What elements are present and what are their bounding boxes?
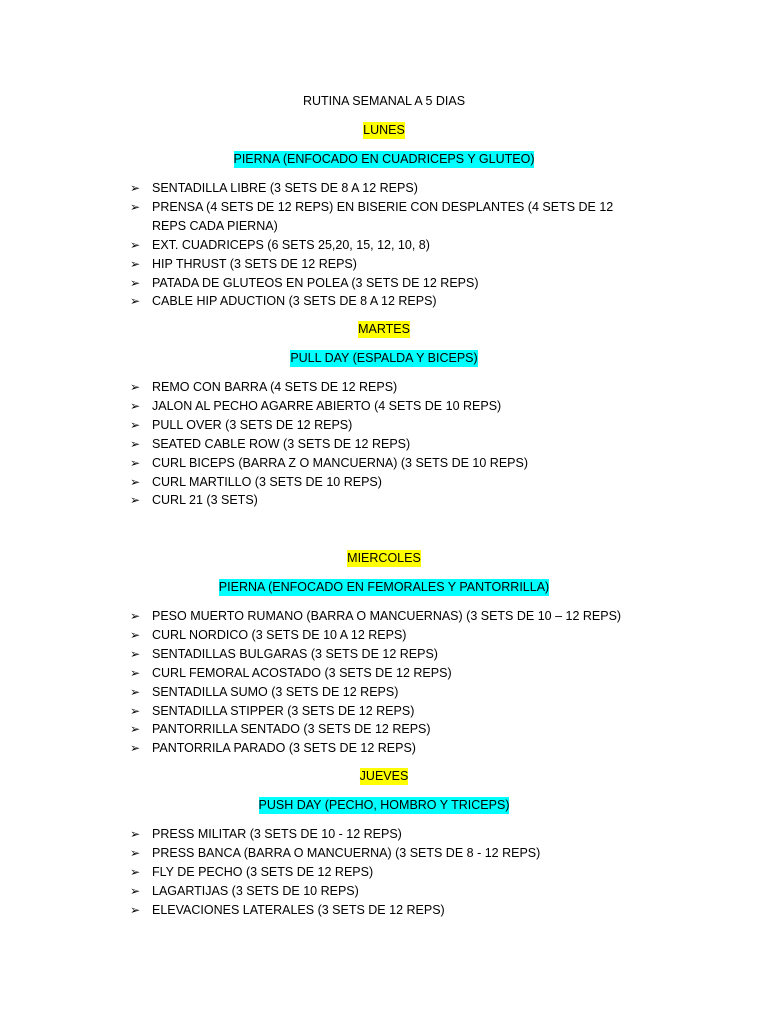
exercise-item — [130, 435, 650, 454]
exercise-item — [130, 454, 650, 473]
arrowhead-bullet-icon: ➢ — [130, 436, 141, 451]
focus-label: PIERNA (ENFOCADO EN CUADRICEPS Y GLUTEO) — [233, 152, 535, 166]
exercise-item — [130, 626, 650, 645]
document-title: RUTINA SEMANAL A 5 DIAS — [302, 94, 466, 108]
exercise-item — [130, 292, 650, 311]
exercise-text: FLY DE PECHO (3 SETS DE 12 REPS) — [152, 864, 374, 879]
exercise-text: SENTADILLA SUMO (3 SETS DE 12 REPS) — [152, 684, 399, 699]
exercise-item — [130, 236, 650, 255]
exercise-text: SENTADILLAS BULGARAS (3 SETS DE 12 REPS) — [152, 646, 438, 661]
arrowhead-bullet-icon: ➢ — [130, 741, 141, 756]
exercise-text: CURL NORDICO (3 SETS DE 10 A 12 REPS) — [152, 627, 407, 642]
exercise-item — [130, 720, 650, 739]
exercise-text: EXT. CUADRICEPS (6 SETS 25,20, 15, 12, 10, 8) — [152, 237, 430, 252]
arrowhead-bullet-icon: ➢ — [130, 417, 141, 432]
arrowhead-bullet-icon: ➢ — [130, 665, 141, 680]
exercise-text: JALON AL PECHO AGARRE ABIERTO (4 SETS DE 10 REPS) — [152, 398, 502, 413]
exercise-item — [130, 179, 650, 198]
arrowhead-bullet-icon: ➢ — [130, 275, 141, 290]
arrowhead-bullet-icon: ➢ — [130, 455, 141, 470]
exercise-item — [130, 844, 650, 863]
exercise-item — [130, 901, 650, 920]
arrowhead-bullet-icon: ➢ — [130, 646, 141, 661]
exercise-text: SENTADILLA STIPPER (3 SETS DE 12 REPS) — [152, 703, 415, 718]
arrowhead-bullet-icon: ➢ — [130, 199, 141, 214]
arrowhead-bullet-icon: ➢ — [130, 181, 141, 195]
exercise-text: CURL 21 (3 SETS) — [152, 493, 258, 508]
day-label: LUNES — [363, 123, 405, 137]
focus-label: PUSH DAY (PECHO, HOMBRO Y TRICEPS) — [258, 798, 510, 812]
exercise-text: HIP THRUST (3 SETS DE 12 REPS) — [152, 256, 357, 271]
arrowhead-bullet-icon: ➢ — [130, 627, 141, 642]
day-label: MIERCOLES — [347, 551, 421, 565]
arrowhead-bullet-icon: ➢ — [130, 380, 141, 394]
exercise-text: PANTORRILLA SENTADO (3 SETS DE 12 REPS) — [152, 722, 431, 737]
exercise-list-miercoles — [130, 607, 650, 758]
arrowhead-bullet-icon: ➢ — [130, 256, 141, 271]
exercise-text: CURL FEMORAL ACOSTADO (3 SETS DE 12 REPS) — [152, 665, 452, 680]
arrowhead-bullet-icon: ➢ — [130, 609, 141, 623]
focus-heading-jueves — [0, 797, 768, 813]
arrowhead-bullet-icon: ➢ — [130, 864, 141, 879]
day-heading-martes — [0, 321, 768, 337]
arrowhead-bullet-icon: ➢ — [130, 294, 141, 309]
day-heading-lunes — [0, 122, 768, 138]
exercise-item — [130, 863, 650, 882]
exercise-text: CURL BICEPS (BARRA Z O MANCUERNA) (3 SETS DE 10 REPS) — [152, 455, 529, 470]
focus-heading-martes — [0, 350, 768, 366]
arrowhead-bullet-icon: ➢ — [130, 474, 141, 489]
exercise-item — [130, 416, 650, 435]
exercise-text: PRESS BANCA (BARRA O MANCUERNA) (3 SETS DE 8 - 12 REPS) — [152, 845, 541, 860]
exercise-item — [130, 274, 650, 293]
exercise-item — [130, 683, 650, 702]
day-label: MARTES — [358, 322, 410, 336]
exercise-text: PRESS MILITAR (3 SETS DE 10 - 12 REPS) — [152, 827, 402, 841]
exercise-text: SEATED CABLE ROW (3 SETS DE 12 REPS) — [152, 436, 411, 451]
exercise-item — [130, 645, 650, 664]
exercise-text: REMO CON BARRA (4 SETS DE 12 REPS) — [152, 380, 398, 394]
exercise-list-jueves — [130, 825, 650, 920]
arrowhead-bullet-icon: ➢ — [130, 827, 141, 841]
exercise-list-martes — [130, 378, 650, 510]
exercise-item — [130, 378, 650, 397]
day-heading-jueves — [0, 768, 768, 784]
exercise-item — [130, 255, 650, 274]
arrowhead-bullet-icon: ➢ — [130, 684, 141, 699]
focus-label: PIERNA (ENFOCADO EN FEMORALES Y PANTORRILLA) — [218, 580, 550, 594]
focus-label: PULL DAY (ESPALDA Y BICEPS) — [290, 351, 478, 365]
focus-heading-miercoles — [0, 579, 768, 595]
exercise-text: LAGARTIJAS (3 SETS DE 10 REPS) — [152, 883, 359, 898]
arrowhead-bullet-icon: ➢ — [130, 883, 141, 898]
focus-heading-lunes — [0, 151, 768, 167]
exercise-list-lunes — [130, 179, 650, 311]
exercise-item — [130, 491, 650, 510]
exercise-text: PANTORRILA PARADO (3 SETS DE 12 REPS) — [152, 741, 416, 756]
exercise-item — [130, 198, 650, 236]
arrowhead-bullet-icon: ➢ — [130, 493, 141, 508]
exercise-text: CURL MARTILLO (3 SETS DE 10 REPS) — [152, 474, 382, 489]
exercise-text: PESO MUERTO RUMANO (BARRA O MANCUERNAS) (3 SETS DE 10 – 12 REPS) — [152, 609, 622, 623]
exercise-text: CABLE HIP ADUCTION (3 SETS DE 8 A 12 REPS) — [152, 294, 437, 309]
exercise-item — [130, 607, 650, 626]
exercise-item — [130, 739, 650, 758]
exercise-item — [130, 664, 650, 683]
exercise-item — [130, 702, 650, 721]
exercise-item — [130, 825, 650, 844]
arrowhead-bullet-icon: ➢ — [130, 398, 141, 413]
arrowhead-bullet-icon: ➢ — [130, 237, 141, 252]
exercise-item — [130, 397, 650, 416]
day-heading-miercoles — [0, 550, 768, 566]
exercise-text: PULL OVER (3 SETS DE 12 REPS) — [152, 417, 353, 432]
arrowhead-bullet-icon: ➢ — [130, 703, 141, 718]
exercise-text: SENTADILLA LIBRE (3 SETS DE 8 A 12 REPS) — [152, 181, 418, 195]
exercise-item — [130, 882, 650, 901]
exercise-text: PATADA DE GLUTEOS EN POLEA (3 SETS DE 12 REPS) — [152, 275, 479, 290]
exercise-text: ELEVACIONES LATERALES (3 SETS DE 12 REPS) — [152, 902, 445, 917]
exercise-text: PRENSA (4 SETS DE 12 REPS) EN BISERIE CON DESPLANTES (4 SETS DE 12 REPS CADA PIERNA) — [152, 199, 614, 233]
arrowhead-bullet-icon: ➢ — [130, 845, 141, 860]
exercise-item — [130, 473, 650, 492]
arrowhead-bullet-icon: ➢ — [130, 722, 141, 737]
arrowhead-bullet-icon: ➢ — [130, 902, 141, 917]
day-label: JUEVES — [359, 769, 409, 783]
